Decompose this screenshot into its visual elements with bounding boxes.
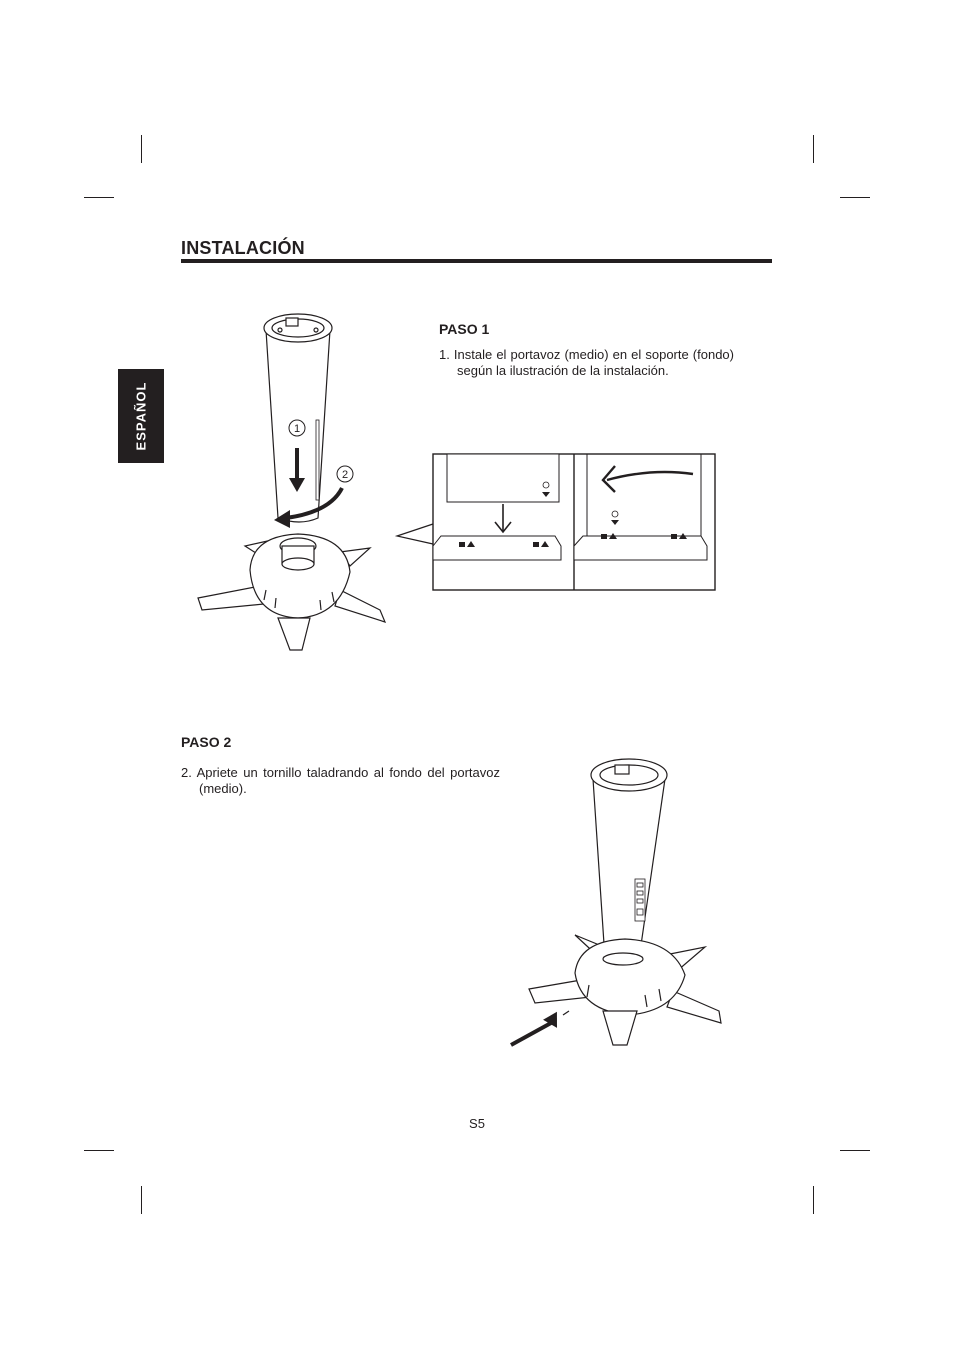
step1-lock-detail-figure: [395, 452, 720, 594]
crop-mark-top-left-vertical: [141, 135, 142, 163]
step1-heading: PASO 1: [439, 321, 490, 337]
speaker-base: [198, 534, 385, 650]
control-panel: [635, 879, 645, 921]
crop-mark-bottom-right-vertical: [813, 1186, 814, 1214]
crop-mark-top-right-vertical: [813, 135, 814, 163]
crop-mark-top-right-horizontal: [840, 197, 870, 198]
marker-1: 1: [293, 423, 301, 435]
title-rule: [181, 259, 772, 263]
speaker-base: [529, 935, 721, 1045]
page-number: S5: [469, 1116, 485, 1131]
step2-text: 2. Apriete un tornillo taladrando al fondo del portavoz (medio).: [181, 765, 500, 796]
step2-assembled-speaker-figure: [505, 745, 727, 1055]
marker-2: 2: [341, 469, 349, 481]
speaker-column-body: [593, 779, 665, 962]
screw-arrow-icon: [511, 1011, 569, 1045]
step2-heading: PASO 2: [181, 734, 232, 750]
language-tab: [118, 369, 164, 463]
step1-text: 1. Instale el portavoz (medio) en el soporte (fondo) según la ilustración de la instalación.: [439, 347, 734, 378]
language-tab-label: ESPAÑOL: [133, 381, 149, 451]
crop-mark-bottom-left-vertical: [141, 1186, 142, 1214]
step1-speaker-assembly-figure: [190, 300, 400, 660]
crop-mark-top-left-horizontal: [84, 197, 114, 198]
crop-mark-bottom-right-horizontal: [840, 1150, 870, 1151]
crop-mark-bottom-left-horizontal: [84, 1150, 114, 1151]
section-title: INSTALACIÓN: [181, 238, 305, 258]
